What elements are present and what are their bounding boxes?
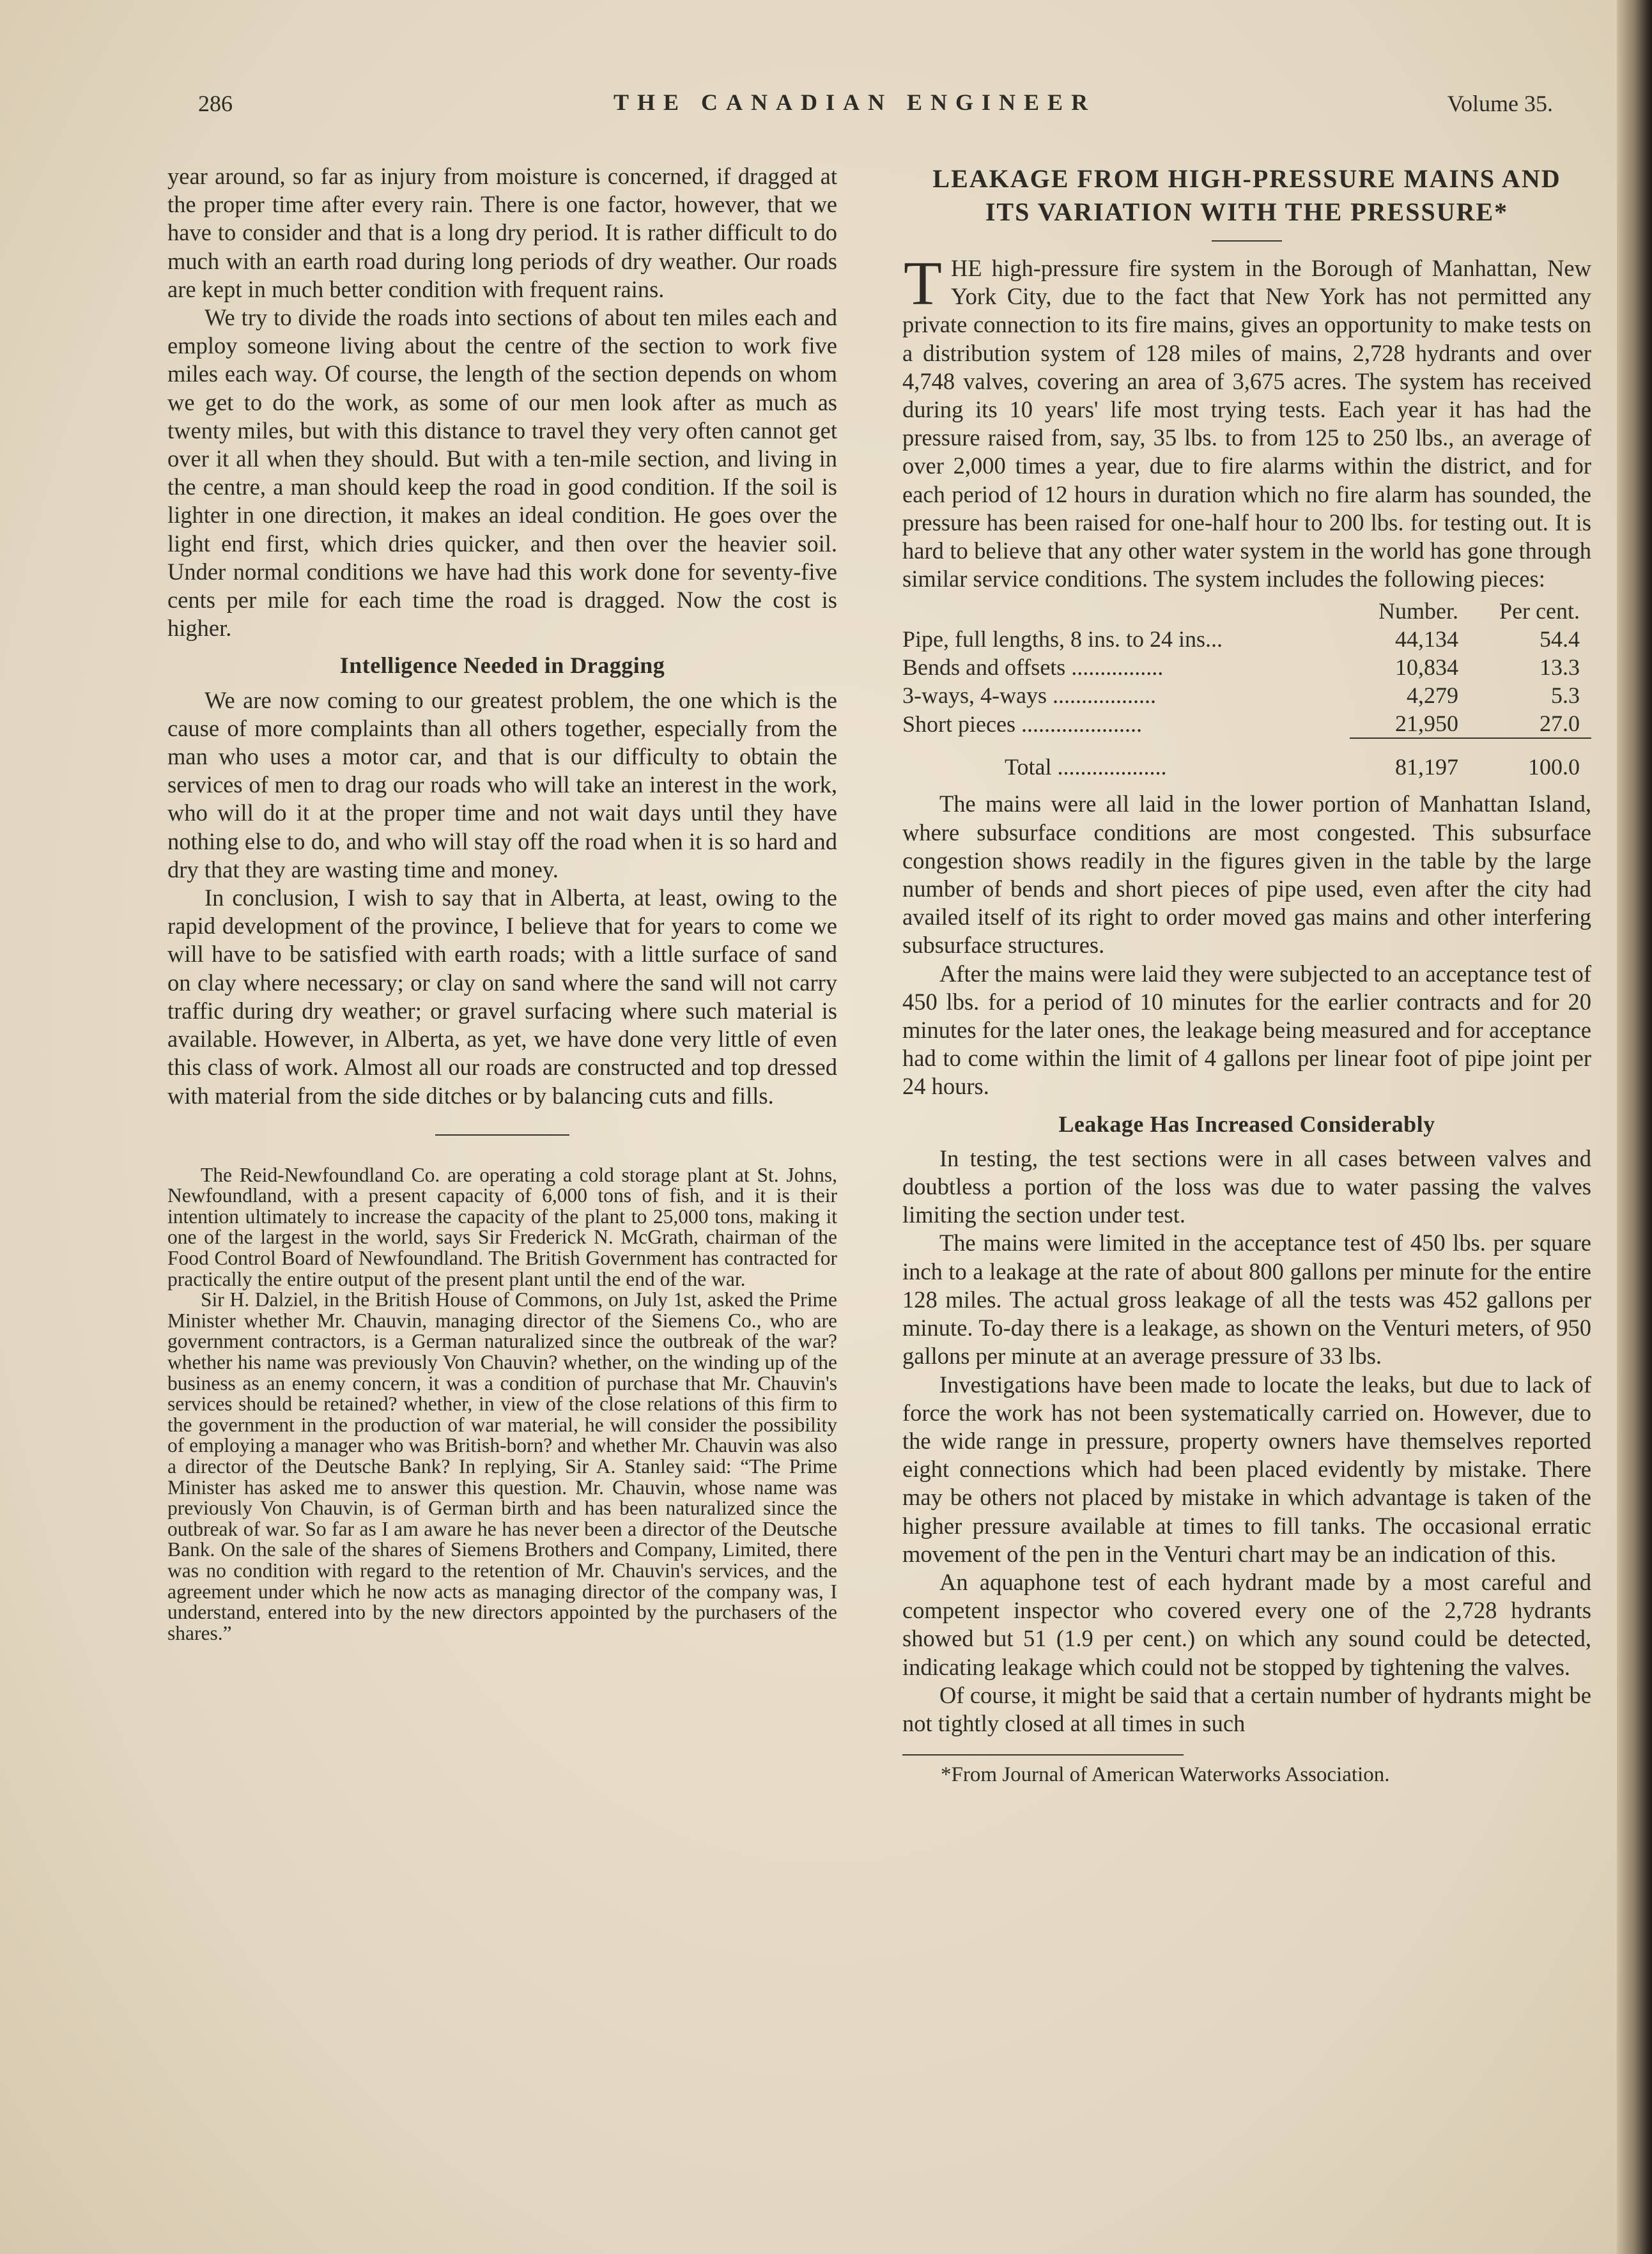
paragraph: We try to divide the roads into sections of about ten miles each and employ someone living about the centre of the section to work five miles each way. Of course, the length of the section depends on whom we get to do the work, as some of our men look after as much as twenty miles, but with this distance to travel they very often cannot get over it all when they should. But with a ten-mile section, and living in the centre, a man should keep the road in good condition. If the soil is lighter in one direction, it makes an ideal condition. He goes over the light end first, which dries quicker, and then over the heavier soil. Under normal conditions we have had this work done for seventy-five cents per mile for each time the road is dragged. Now the cost is higher. [167,304,837,642]
news-paragraph: The Reid-Newfoundland Co. are operating a cold storage plant at St. Johns, Newfoundland, with a present capacity of 6,000 tons of fish, and it is their intention ultimately to increase the capacity of the plant to 25,000 tons, making it one of the largest in the world, says Sir Frederick N. McGrath, chairman of the Food Control Board of Newfoundland. The British Government has contracted for practically the entire output of the present plant until the end of the war. [167,1163,837,1290]
footnote: *From Journal of American Waterworks Association. [941,1763,1390,1787]
table-total-percent: 100.0 [1528,754,1580,780]
article-title-line: ITS VARIATION WITH THE PRESSURE* [985,197,1509,226]
news-items [167,1165,837,1644]
article-title [902,162,1591,229]
paragraph: year around, so far as injury from moisture is concerned, if dragged at the proper time after every rain. There is one factor, however, that we have to consider and that is a long dry period. It is rather difficult to do much with an earth road during long periods of dry weather. Our roads are kept in much better condition with frequent rains. [167,163,837,302]
table-cell-number: 44,134 [1395,626,1458,652]
pieces-table [902,597,1591,781]
table-cell-percent: 5.3 [1551,683,1580,709]
table-cell-percent: 54.4 [1540,626,1580,652]
section-heading: Intelligence Needed in Dragging [339,652,665,679]
table-row [902,709,1591,738]
paragraph: Investigations have been made to locate the leaks, but due to lack of force the work has not been systematically carried on. However, due to the wide range in pressure, property owners have themselves reported eight connections which had been placed evidently by mistake. There may be others not placed by mistake in which advantage is taken of the higher pressure available at times to fill tanks. The occasional erratic movement of the pen in the Venturi chart may be an indication of this. [902,1371,1591,1567]
table-cell-number: 4,279 [1407,683,1458,709]
table-header-row [902,597,1591,625]
page-number: 286 [198,91,233,116]
intro-text: HE high-pressure fire system in the Borough of Manhattan, New York City, due to the fact that New York has not permitted any private connection to its fire mains, gives an opportunity to make tests on a distribution system of 128 miles of mains, 2,728 hydrants and over 4,748 valves, covering an area of 3,675 acres. The system has received during its 10 years' life most trying tests. Each year it has had the pressure raised from, say, 35 lbs. to from 125 to 250 lbs., an average of over 2,000 times a year, due to fire alarms within the district, and for each period of 12 hours in duration which no fire alarm has sounded, the pressure has been raised for one-half hour to 200 lbs. for testing out. It is hard to believe that any other water system in the world has gone through similar service conditions. The system includes the following pieces: [902,255,1591,592]
table-cell-label: Short pieces ..................... [902,711,1142,737]
intro-paragraph [902,249,1591,593]
table-cell-number: 10,834 [1395,654,1458,681]
paragraph: We are now coming to our greatest problem, the one which is the cause of more complaints than all others together, especially from the man who uses a motor car, and that is our difficulty to obtain the services of men to drag our roads who will take an interest in the work, who will do it at the proper time and not wait days until they have nothing else to do, and who will stay off the road when it is so hard and dry that they are wasting time and money. [167,686,837,883]
article-title-line: LEAKAGE FROM HIGH-PRESSURE MAINS AND [932,164,1561,193]
table-row [902,653,1591,681]
table-row [902,681,1591,709]
table-cell-percent: 27.0 [1458,709,1591,738]
paragraph: An aquaphone test of each hydrant made by a most careful and competent inspector who covered every one of the 2,728 hydrants showed but 51 (1.9 per cent.) on which any sound could be detected, indicating leakage which could not be stopped by tightening the valves. [902,1568,1591,1680]
table-cell-label: Pipe, full lengths, 8 ins. to 24 ins... [902,626,1223,652]
paragraph: In testing, the test sections were in all cases between valves and doubtless a portion of the loss was due to water passing the valves limiting the section under test. [902,1145,1591,1228]
footnote-rule [902,1754,1184,1756]
drop-cap: T [904,249,942,318]
section-divider [435,1134,569,1136]
table-cell-label: 3-ways, 4-ways .................. [902,683,1156,709]
news-paragraph: Sir H. Dalziel, in the British House of Commons, on July 1st, asked the Prime Minister whether Mr. Chauvin, managing director of the Siemens Co., who are government contractors, is a German naturalized since the outbreak of the war? whether his name was previously Von Chauvin? whether, on the winding up of the business as an enemy concern, it was a condition of purchase that Mr. Chauvin's services should be retained? whether, in view of the close relations of this firm to the government in the production of war material, he will consider the possibility of employing a manager who was British-born? and whether Mr. Chauvin was also a director of the Deutsche Bank? In replying, Sir A. Stanley said: “The Prime Minister has asked me to answer this question. Mr. Chauvin, whose name was previously Von Chauvin, is of German birth and has been naturalized since the outbreak of war. So far as I am aware he has never been a director of the Deutsche Bank. On the sale of the shares of Siemens Brothers and Company, Limited, there was no condition with regard to the retention of Mr. Chauvin's services, and the agreement under which he now acts as managing director of the company was, I understand, entered into by the new directors appointed by the purchasers of the shares.” [167,1288,837,1644]
journal-title: THE CANADIAN ENGINEER [614,89,1097,115]
paragraph: Of course, it might be said that a certain number of hydrants might be not tightly closed at all times in such [902,1681,1591,1736]
table-cell-percent: 13.3 [1540,654,1580,681]
volume-label: Volume 35. [1447,91,1553,116]
paragraph: In conclusion, I wish to say that in Alberta, at least, owing to the rapid development of the province, I believe that for years to come we will have to be satisfied with earth roads; with a little surface of sand on clay where necessary; or clay on sand where the sand will not carry traffic during dry weather; or gravel surfacing where such material is available. However, in Alberta, as yet, we have done very little of even this class of work. Almost all our roads are constructed and top dressed with material from the side ditches or by balancing cuts and fills. [167,884,837,1109]
table-total-row [902,738,1591,781]
title-rule [1212,240,1282,242]
table-total-label: Total ................... [1005,753,1167,780]
left-column [167,162,837,1644]
table-cell-number: 21,950 [1350,709,1458,738]
paragraph: The mains were all laid in the lower portion of Manhattan Island, where subsurface conditions are most congested. This subsurface congestion shows readily in the figures given in the table by the large number of bends and short pieces of pipe used, even after the city had availed itself of its right to order moved gas mains and other interfering subsurface structures. [902,791,1591,959]
book-spine-shadow [1617,0,1652,2254]
table-cell-label: Bends and offsets ................ [902,654,1164,681]
right-column [902,162,1591,1787]
paragraph: The mains were limited in the acceptance test of 450 lbs. per square inch to a leakage at the rate of about 800 gallons per minute for the entire 128 miles. The actual gross leakage of all the tests was 452 gallons per minute. To-day there is a leakage, as shown on the Venturi meters, of 950 gallons per minute at an average pressure of 33 lbs. [902,1230,1591,1370]
column-header-number: Number. [1378,598,1458,624]
paragraph: After the mains were laid they were subjected to an acceptance test of 450 lbs. for a period of 10 minutes for the earlier contracts and for 20 minutes for the later ones, the leakage being measured and for acceptance had to come within the limit of 4 gallons per linear foot of pipe joint per 24 hours. [902,960,1591,1100]
column-header-percent: Per cent. [1499,598,1580,624]
page-header [198,86,1553,125]
table-row [902,625,1591,653]
section-heading: Leakage Has Increased Considerably [1058,1111,1435,1137]
table-total-number: 81,197 [1395,754,1458,780]
